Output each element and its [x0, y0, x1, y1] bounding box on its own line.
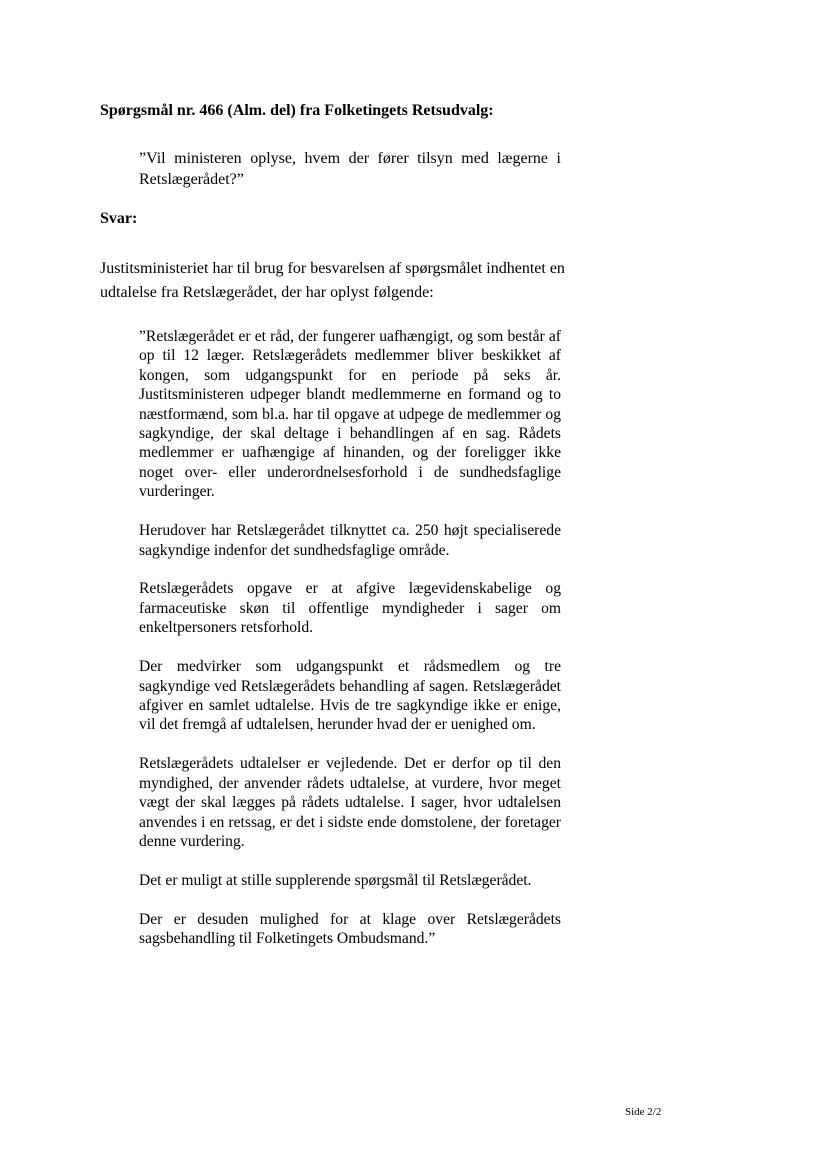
quote-paragraph: Der er desuden mulighed for at klage over Retslægerådets sagsbehandling til Folketingets Ombudsmand.” — [139, 910, 561, 948]
question-heading: Spørgsmål nr. 466 (Alm. del) fra Folketingets Retsudvalg: — [100, 102, 494, 119]
quote-paragraph: Herudover har Retslægerådet tilknyttet ca. 250 højt specialiserede sagkyndige indenfor det sundhedsfaglige område. — [139, 522, 561, 559]
quote-paragraph: Det er muligt at stille supplerende spørgsmål til Retslægerådet. — [139, 871, 532, 889]
answer-intro — [100, 257, 610, 305]
answer-intro-line: Justitsministeriet har til brug for besvarelsen af spørgsmålet indhentet en — [100, 260, 565, 277]
page-number: Side 2/2 — [625, 1106, 662, 1118]
quote-paragraph: Retslægerådets opgave er at afgive lægevidenskabelige og farmaceutiske skøn til offentlige myndigheder i sager om enkeltpersoners retsforhold. — [139, 580, 561, 637]
quote-paragraph: Retslægerådets udtalelser er vejledende. Det er derfor op til den myndighed, der anvender rådets udtalelse, at vurdere, hvor meget vægt der skal lægges på rådets udtalelse. I sager, hvor udtalelsen anvendes i en retssag, er det i sidste ende domstolene, der foretager denne vurdering. — [139, 755, 561, 850]
question-text: ”Vil ministeren oplyse, hvem der fører tilsyn med lægerne i Retslægerådet?” — [139, 150, 561, 188]
quote-paragraph: ”Retslægerådet er et råd, der fungerer uafhængigt, og som består af op til 12 læger. Retslægerådets medlemmer bliver beskikket af kongen, som udgangspunkt for en periode på seks år. Justitsministeren udpeger blandt medlemmerne en formand og to næstformænd, som bl.a. har til opgave at udpege de medlemmer og sagkyndige, der skal deltage i behandlingen af en sag. Rådets medlemmer er uafhængige af hinanden, og der foreligger ikke noget over- eller underordnelsesforhold i de sundhedsfaglige vurderinger. — [139, 328, 561, 501]
quote-paragraph: Der medvirker som udgangspunkt et rådsmedlem og tre sagkyndige ved Retslægerådets behandling af sagen. Retslægerådet afgiver en samlet udtalelse. Hvis de tre sagkyndige ikke er enige, vil det fremgå af udtalelsen, herunder hvad der er uenighed om. — [139, 658, 561, 734]
answer-intro-line: udtalelse fra Retslægerådet, der har oplyst følgende: — [100, 284, 434, 301]
quoted-statement — [139, 327, 561, 968]
answer-label: Svar: — [100, 210, 138, 227]
